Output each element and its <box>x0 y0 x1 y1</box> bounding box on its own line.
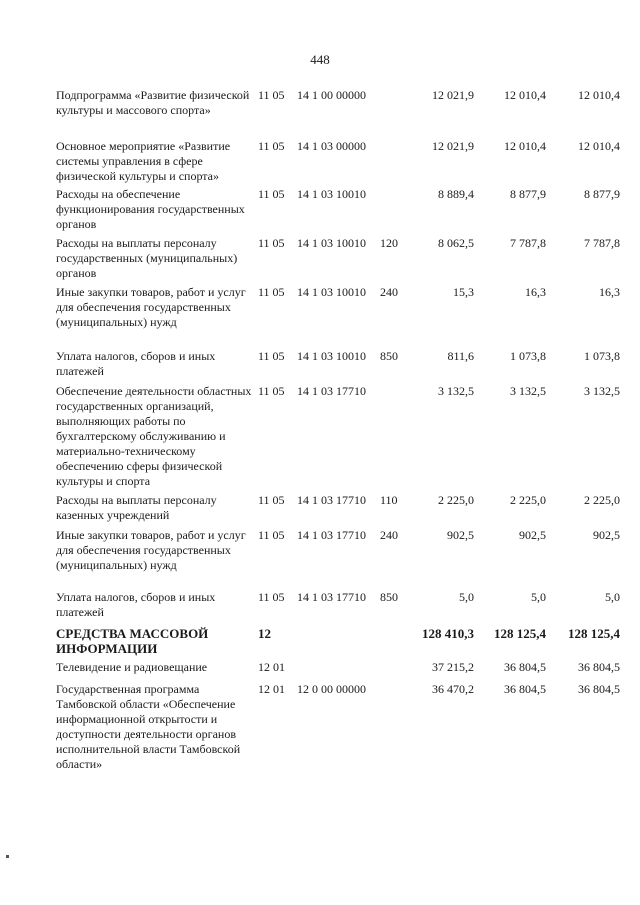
row-csr: 14 1 03 17710 <box>297 528 366 542</box>
row-value-1: 811,6 <box>447 349 474 363</box>
row-csr: 14 1 03 10010 <box>297 285 366 299</box>
row-csr: 14 1 03 17710 <box>297 590 366 604</box>
row-rz: 11 05 <box>258 88 285 102</box>
row-value-2: 3 132,5 <box>510 384 546 398</box>
row-value-1: 12 021,9 <box>432 88 474 102</box>
row-vr: 240 <box>380 528 398 542</box>
row-value-3: 1 073,8 <box>584 349 620 363</box>
row-rz: 12 01 <box>258 660 285 674</box>
row-value-2: 36 804,5 <box>504 682 546 696</box>
row-value-2: 7 787,8 <box>510 236 546 250</box>
row-csr: 14 1 03 10010 <box>297 187 366 201</box>
row-value-2: 8 877,9 <box>510 187 546 201</box>
row-value-1: 5,0 <box>459 590 474 604</box>
row-rz: 12 01 <box>258 682 285 696</box>
row-value-3: 36 804,5 <box>578 682 620 696</box>
row-value-2: 12 010,4 <box>504 139 546 153</box>
row-value-2: 16,3 <box>525 285 546 299</box>
row-rz: 11 05 <box>258 493 285 507</box>
row-value-3: 7 787,8 <box>584 236 620 250</box>
row-value-2: 1 073,8 <box>510 349 546 363</box>
row-name: Расходы на выплаты персоналу казенных учреждений <box>56 493 217 522</box>
row-value-2: 2 225,0 <box>510 493 546 507</box>
row-name: Уплата налогов, сборов и иных платежей <box>56 590 216 619</box>
row-value-3: 2 225,0 <box>584 493 620 507</box>
row-rz: 11 05 <box>258 187 285 201</box>
row-value-1: 2 225,0 <box>438 493 474 507</box>
row-value-3: 128 125,4 <box>568 626 620 641</box>
row-vr: 850 <box>380 349 398 363</box>
row-rz: 11 05 <box>258 236 285 250</box>
row-value-1: 8 062,5 <box>438 236 474 250</box>
row-rz: 12 <box>258 626 271 641</box>
row-value-3: 12 010,4 <box>578 88 620 102</box>
row-name: Государственная программа Тамбовской области «Обеспечение информационной открытости и доступности деятельности органов исполнительной власти Тамбовской области» <box>56 682 241 771</box>
row-csr: 14 1 03 17710 <box>297 493 366 507</box>
row-value-2: 12 010,4 <box>504 88 546 102</box>
row-rz: 11 05 <box>258 384 285 398</box>
row-rz: 11 05 <box>258 528 285 542</box>
row-csr: 14 1 03 00000 <box>297 139 366 153</box>
row-value-2: 36 804,5 <box>504 660 546 674</box>
row-value-3: 12 010,4 <box>578 139 620 153</box>
row-value-1: 12 021,9 <box>432 139 474 153</box>
row-name: Основное мероприятие «Развитие системы управления в сфере физической культуры и спорта» <box>56 139 231 183</box>
row-value-2: 5,0 <box>531 590 546 604</box>
row-name: Расходы на выплаты персоналу государственных (муниципальных) органов <box>56 236 238 280</box>
row-value-1: 902,5 <box>447 528 474 542</box>
row-name: Уплата налогов, сборов и иных платежей <box>56 349 216 378</box>
row-value-3: 36 804,5 <box>578 660 620 674</box>
row-value-3: 16,3 <box>599 285 620 299</box>
row-value-1: 128 410,3 <box>422 626 474 641</box>
page-number: 448 <box>310 52 330 67</box>
row-value-3: 8 877,9 <box>584 187 620 201</box>
row-name: Расходы на обеспечение функционирования государственных органов <box>56 187 245 231</box>
row-name: Иные закупки товаров, работ и услуг для обеспечения государственных (муниципальных) нужд <box>56 285 246 329</box>
row-value-1: 15,3 <box>453 285 474 299</box>
row-value-3: 3 132,5 <box>584 384 620 398</box>
row-value-3: 5,0 <box>605 590 620 604</box>
row-rz: 11 05 <box>258 139 285 153</box>
row-name: Иные закупки товаров, работ и услуг для обеспечения государственных (муниципальных) нужд <box>56 528 246 572</box>
row-value-1: 3 132,5 <box>438 384 474 398</box>
row-name: Подпрограмма «Развитие физической культуры и массового спорта» <box>56 88 250 117</box>
row-value-1: 36 470,2 <box>432 682 474 696</box>
row-rz: 11 05 <box>258 349 285 363</box>
row-csr: 14 1 03 10010 <box>297 236 366 250</box>
row-value-1: 8 889,4 <box>438 187 474 201</box>
row-csr: 14 1 00 00000 <box>297 88 366 102</box>
row-vr: 110 <box>380 493 398 507</box>
row-csr: 14 1 03 17710 <box>297 384 366 398</box>
row-csr: 14 1 03 10010 <box>297 349 366 363</box>
row-name: Телевидение и радиовещание <box>56 660 208 674</box>
row-vr: 240 <box>380 285 398 299</box>
row-vr: 850 <box>380 590 398 604</box>
row-csr: 12 0 00 00000 <box>297 682 366 696</box>
row-vr: 120 <box>380 236 398 250</box>
row-value-2: 128 125,4 <box>494 626 546 641</box>
row-value-2: 902,5 <box>519 528 546 542</box>
row-rz: 11 05 <box>258 590 285 604</box>
row-value-3: 902,5 <box>593 528 620 542</box>
row-value-1: 37 215,2 <box>432 660 474 674</box>
scan-speck <box>6 855 9 858</box>
row-rz: 11 05 <box>258 285 285 299</box>
row-name: Обеспечение деятельности областных государственных организаций, выполняющих работы по бухгалтерскому обслуживанию и материально-техническому обеспечению сферы физической культуры и спорта <box>56 384 252 488</box>
section-title: СРЕДСТВА МАССОВОЙ ИНФОРМАЦИИ <box>56 626 209 656</box>
